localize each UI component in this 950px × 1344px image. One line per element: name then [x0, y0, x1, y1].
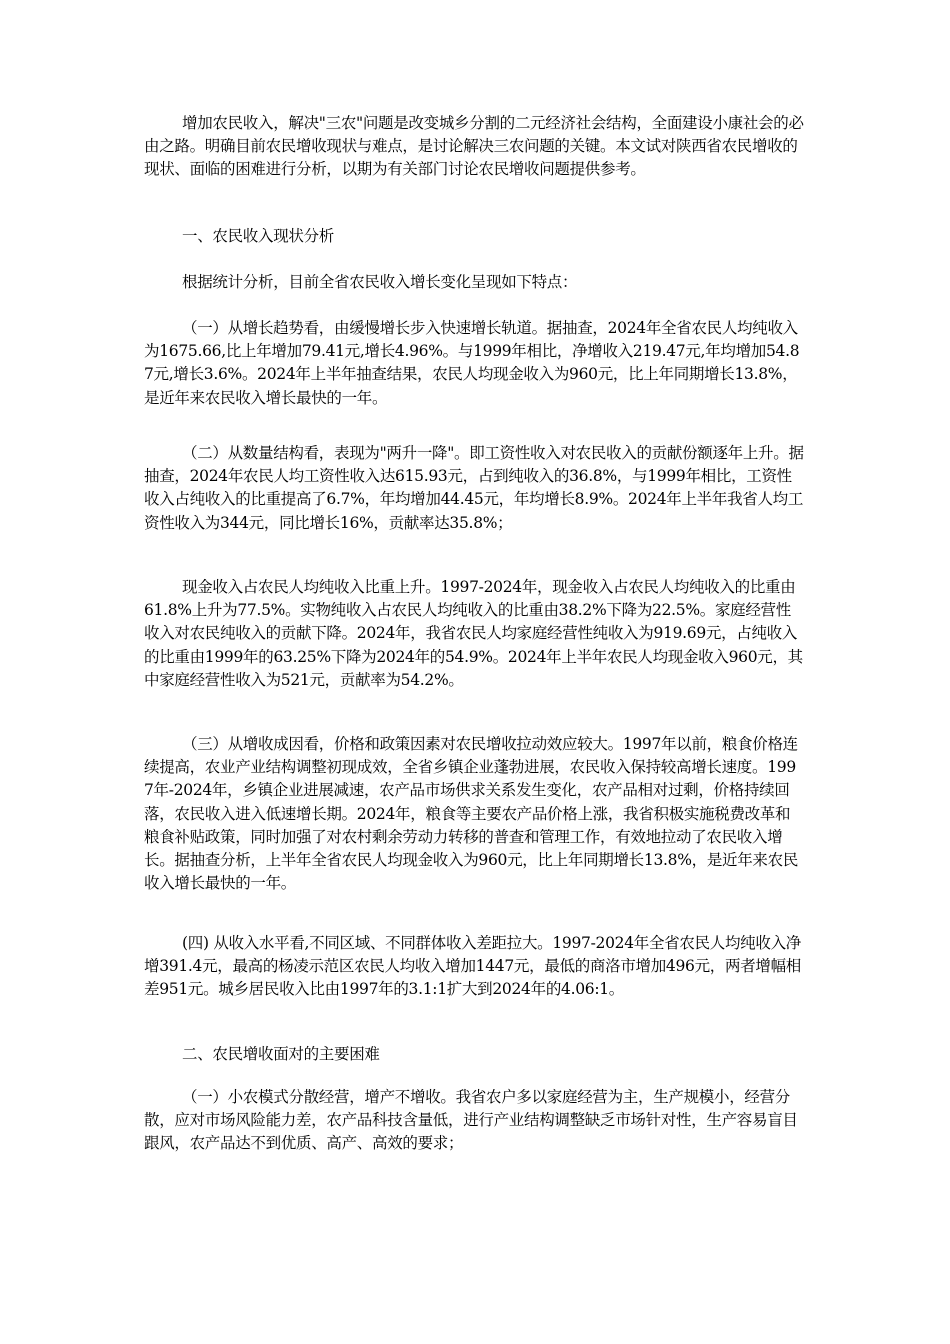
- body-paragraph: 现金收入占农民人均纯收入比重上升。1997-2024年，现金收入占农民人均纯收入的比重由61.8%上升为77.5%。实物纯收入占农民人均纯收入的比重由38.2%下降为22.5%。家庭经营性收入对农民纯收入的贡献下降。2024年，我省农民人均家庭经营性纯收入为919.69元，占纯收入的比重由1999年的63.25%下降为2024年的54.9%。2024年上半年农民人均现金收入960元，其中家庭经营性收入为521元，贡献率为54.2%。: [144, 578, 803, 689]
- body-paragraph: （一）从增长趋势看，由缓慢增长步入快速增长轨道。据抽查，2024年全省农民人均纯收入为1675.66,比上年增加79.41元,增长4.96%。与1999年相比，净增收入219.47元,年均增加54.87元,增长3.6%。2024年上半年抽查结果，农民人均现金收入为960元，比上年同期增长13.8%，是近年来农民收入增长最快的一年。: [144, 319, 800, 407]
- body-paragraph: 根据统计分析，目前全省农民收入增长变化呈现如下特点：: [182, 273, 578, 291]
- intro-paragraph: 增加农民收入，解决"三农"问题是改变城乡分割的二元经济社会结构，全面建设小康社会的必由之路。明确目前农民增收现状与难点，是讨论解决三农问题的关键。本文试对陕西省农民增收的现状、面临的困难进行分析，以期为有关部门讨论农民增收问题提供参考。: [144, 114, 804, 179]
- body-paragraph: （一）小农模式分散经营，增产不增收。我省农户多以家庭经营为主，生产规模小，经营分散，应对市场风险能力差，农产品科技含量低，进行产业结构调整缺乏市场针对性，生产容易盲目跟风，农产品达不到优质、高产、高效的要求；: [144, 1088, 798, 1153]
- body-paragraph: (四) 从收入水平看,不同区域、不同群体收入差距拉大。1997-2024年全省农民人均纯收入净增391.4元，最高的杨凌示范区农民人均收入增加1447元，最低的商洛市增加496元，两者增幅相差951元。城乡居民收入比由1997年的3.1:1扩大到2024年的4.06:1。: [144, 934, 802, 999]
- body-paragraph: （三）从增收成因看，价格和政策因素对农民增收拉动效应较大。1997年以前，粮食价格连续提高，农业产业结构调整初现成效，全省乡镇企业蓬勃进展，农民收入保持较高增长速度。1997年-2024年，乡镇企业进展减速，农产品市场供求关系发生变化，农产品相对过剩，价格持续回落，农民收入进入低速增长期。2024年，粮食等主要农产品价格上涨，我省积极实施税费改革和粮食补贴政策，同时加强了对农村剩余劳动力转移的普查和管理工作，有效地拉动了农民收入增长。据抽查分析，上半年全省农民人均现金收入为960元，比上年同期增长13.8%，是近年来农民收入增长最快的一年。: [144, 735, 799, 893]
- section-heading-2: 二、农民增收面对的主要困难: [182, 1045, 380, 1063]
- section-heading-1: 一、农民收入现状分析: [182, 227, 335, 245]
- body-paragraph: （二）从数量结构看，表现为"两升一降"。即工资性收入对农民收入的贡献份额逐年上升。据抽查，2024年农民人均工资性收入达615.93元，占到纯收入的36.8%，与1999年相比，工资性收入占纯收入的比重提高了6.7%，年均增加44.45元，年均增长8.9%。2024年上半年我省人均工资性收入为344元，同比增长16%，贡献率达35.8%；: [144, 444, 804, 532]
